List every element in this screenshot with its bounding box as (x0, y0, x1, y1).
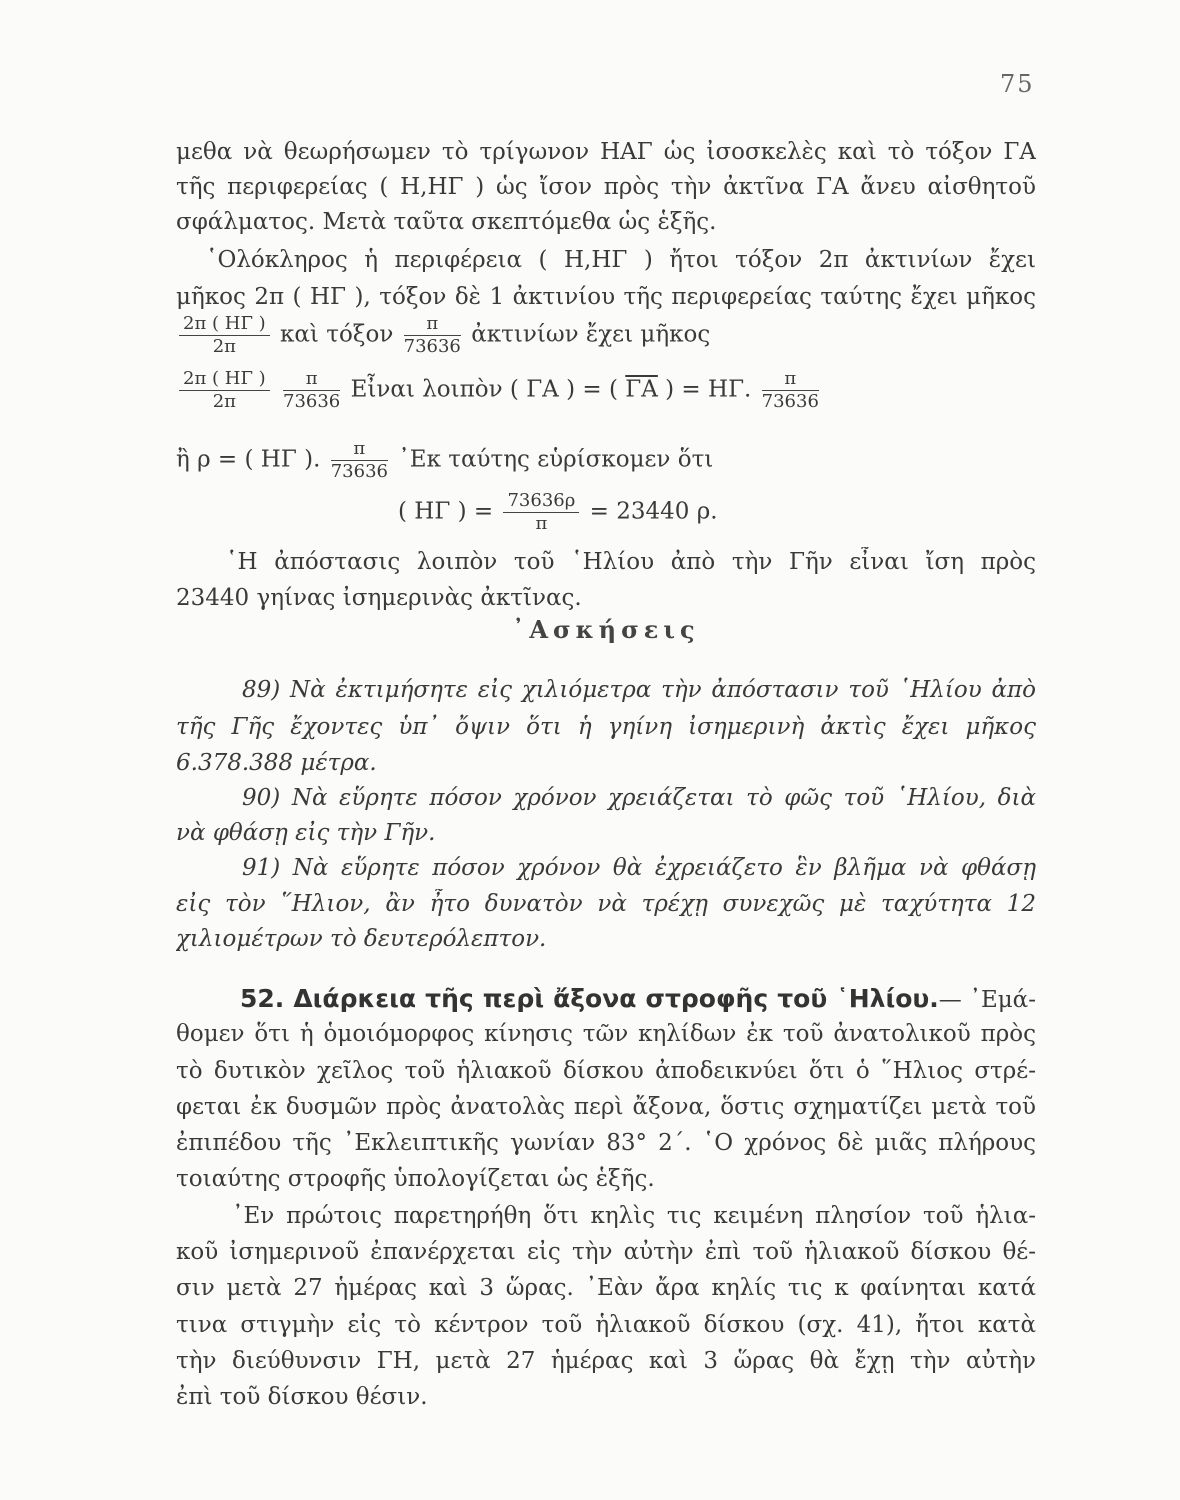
section-title: 52. Διάρκεια τῆς περὶ ἄξονα στροφῆς τοῦ ῾Ηλίου. (240, 984, 939, 1013)
arc-notation: $\overline{\Gamma A}$ (625, 376, 658, 403)
fraction: $\frac{2\pi ( H\Gamma )}{2\pi}$ (179, 315, 270, 356)
fraction: $\frac{\pi}{73636}$ (761, 368, 819, 412)
text-line: θομεν ὅτι ἡ ὁμοιόμορφος κίνησις τῶν κηλίδων ἐκ τοῦ ἀνατολικοῦ πρὸς (176, 1021, 1036, 1047)
exercise-line: εἰς τὸν ῞Ηλιον, ἂν ἦτο δυνατὸν νὰ τρέχῃ συνεχῶς μὲ ταχύτητα 12 (176, 891, 1036, 917)
text-line: τοιαύτης στροφῆς ὑπολογίζεται ὡς ἑξῆς. (176, 1166, 655, 1192)
exercise-line: 90) Νὰ εὕρητε πόσον χρόνον χρειάζεται τὸ φῶς τοῦ ῾Ηλίου, διὰ (242, 785, 1036, 811)
exercise-line: 6.378.388 μέτρα. (176, 750, 377, 776)
fraction: $\frac{\pi}{73636}$ (283, 368, 341, 412)
text-line: μῆκος 2π ( ΗΓ ), τόξον δὲ 1 ἀκτινίου τῆς περιφερείας ταύτης ἔχει μῆκος (176, 284, 1036, 310)
exercise-line: 91) Νὰ εὕρητε πόσον χρόνον θὰ ἐχρειάζετο ἓν βλῆμα νὰ φθάσῃ (242, 855, 1036, 881)
page-number: 75 (1000, 70, 1035, 98)
text-line: ῾Η ἀπόστασις λοιπὸν τοῦ ῾Ηλίου ἀπὸ τὴν Γῆν εἶναι ἴση πρὸς (226, 549, 1036, 575)
text-line: μεθα νὰ θεωρήσωμεν τὸ τρίγωνον ΗΑΓ ὡς ἰσοσκελὲς καὶ τὸ τόξον ΓΑ (176, 139, 1036, 165)
text-line: τῆς περιφερείας ( Η,ΗΓ ) ὡς ἴσον πρὸς τὴν ἀκτῖνα ΓΑ ἄνευ αἰσθητοῦ (176, 174, 1036, 200)
math-line-1: $\frac{2\pi ( H\Gamma )}{2\pi}$ καὶ τόξον $\frac{\pi}{73636}$ ἀκτινίων ἔχει μῆκος (176, 315, 710, 356)
text-line: τὸ δυτικὸν χεῖλος τοῦ ἡλιακοῦ δίσκου ἀποδεικνύει ὅτι ὁ ῞Ηλιος στρέ- (176, 1058, 1036, 1084)
exercises-heading: ᾿Ασκήσεις (512, 615, 700, 644)
text-line: 23440 γηίνας ἰσημερινὰς ἀκτῖνας. (176, 585, 582, 611)
text-line: ἐπὶ τοῦ δίσκου θέσιν. (176, 1384, 428, 1410)
text-line: τὴν διεύθυνσιν ΓΗ, μετὰ 27 ἡμέρας καὶ 3 ὥρας θὰ ἔχῃ τὴν αὐτὴν (176, 1348, 1036, 1374)
text-line: ἐπιπέδου τῆς ᾿Εκλειπτικῆς γωνίαν 83° 2΄. ῾Ο χρόνος δὲ μιᾶς πλήρους (176, 1130, 1036, 1156)
fraction: $\frac{\pi}{73636}$ (330, 438, 388, 482)
section-line: 52. Διάρκεια τῆς περὶ ἄξονα στροφῆς τοῦ ῾Ηλίου.— ᾿Εμά- (240, 984, 1036, 1013)
text-line: τινα στιγμὴν εἰς τὸ κέντρον τοῦ ἡλιακοῦ δίσκου (σχ. 41), ἤτοι κατὰ (176, 1312, 1036, 1338)
fraction: $\frac{73636\rho}{\pi}$ (503, 492, 579, 533)
exercise-line: 89) Νὰ ἐκτιμήσητε εἰς χιλιόμετρα τὴν ἀπόστασιν τοῦ ῾Ηλίου ἀπὸ (242, 677, 1036, 703)
exercise-line: νὰ φθάσῃ εἰς τὴν Γῆν. (176, 820, 436, 846)
fraction: $\frac{\pi}{73636}$ (403, 313, 461, 357)
math-line-4: ( ΗΓ ) = $\frac{73636\rho}{\pi}$ = 23440 ρ. (398, 490, 718, 534)
math-line-3: ἢ ρ = ( ΗΓ ). $\frac{\pi}{73636}$ ᾿Εκ ταύτης εὑρίσκομεν ὅτι (176, 438, 714, 482)
text-line: σιν μετὰ 27 ἡμέρας καὶ 3 ὥρας. ᾿Εὰν ἄρα κηλίς τις κ φαίνηται κατά (176, 1275, 1036, 1301)
text-line: ᾿Εν πρώτοις παρετηρήθη ὅτι κηλὶς τις κειμένη πλησίον τοῦ ἡλια- (232, 1203, 1036, 1229)
text-line: κοῦ ἰσημερινοῦ ἐπανέρχεται εἰς τὴν αὐτὴν ἐπὶ τοῦ ἡλιακοῦ δίσκου θέ- (176, 1239, 1036, 1265)
exercise-line: χιλιομέτρων τὸ δευτερόλεπτον. (176, 926, 547, 952)
text-line: φεται ἐκ δυσμῶν πρὸς ἀνατολὰς περὶ ἄξονα, ὅστις σχηματίζει μετὰ τοῦ (176, 1094, 1036, 1120)
text-line: ῾Ολόκληρος ἡ περιφέρεια ( Η,ΗΓ ) ἤτοι τόξον 2π ἀκτινίων ἔχει (206, 247, 1036, 273)
math-line-2: $\frac{2\pi ( H\Gamma )}{2\pi}$ $\frac{\pi}{73636}$ Εἶναι λοιπὸν ( ΓΑ ) = ( $\overline{\Gamma A}$ ) = ΗΓ. $\frac{\pi}{73636}$ (176, 370, 822, 411)
text-line: σφάλματος. Μετὰ ταῦτα σκεπτόμεθα ὡς ἑξῆς. (176, 209, 717, 235)
exercise-line: τῆς Γῆς ἔχοντες ὑπ᾿ ὄψιν ὅτι ἡ γηίνη ἰσημερινὴ ἀκτὶς ἔχει μῆκος (176, 714, 1036, 740)
fraction: $\frac{2\pi ( H\Gamma )}{2\pi}$ (179, 370, 270, 411)
